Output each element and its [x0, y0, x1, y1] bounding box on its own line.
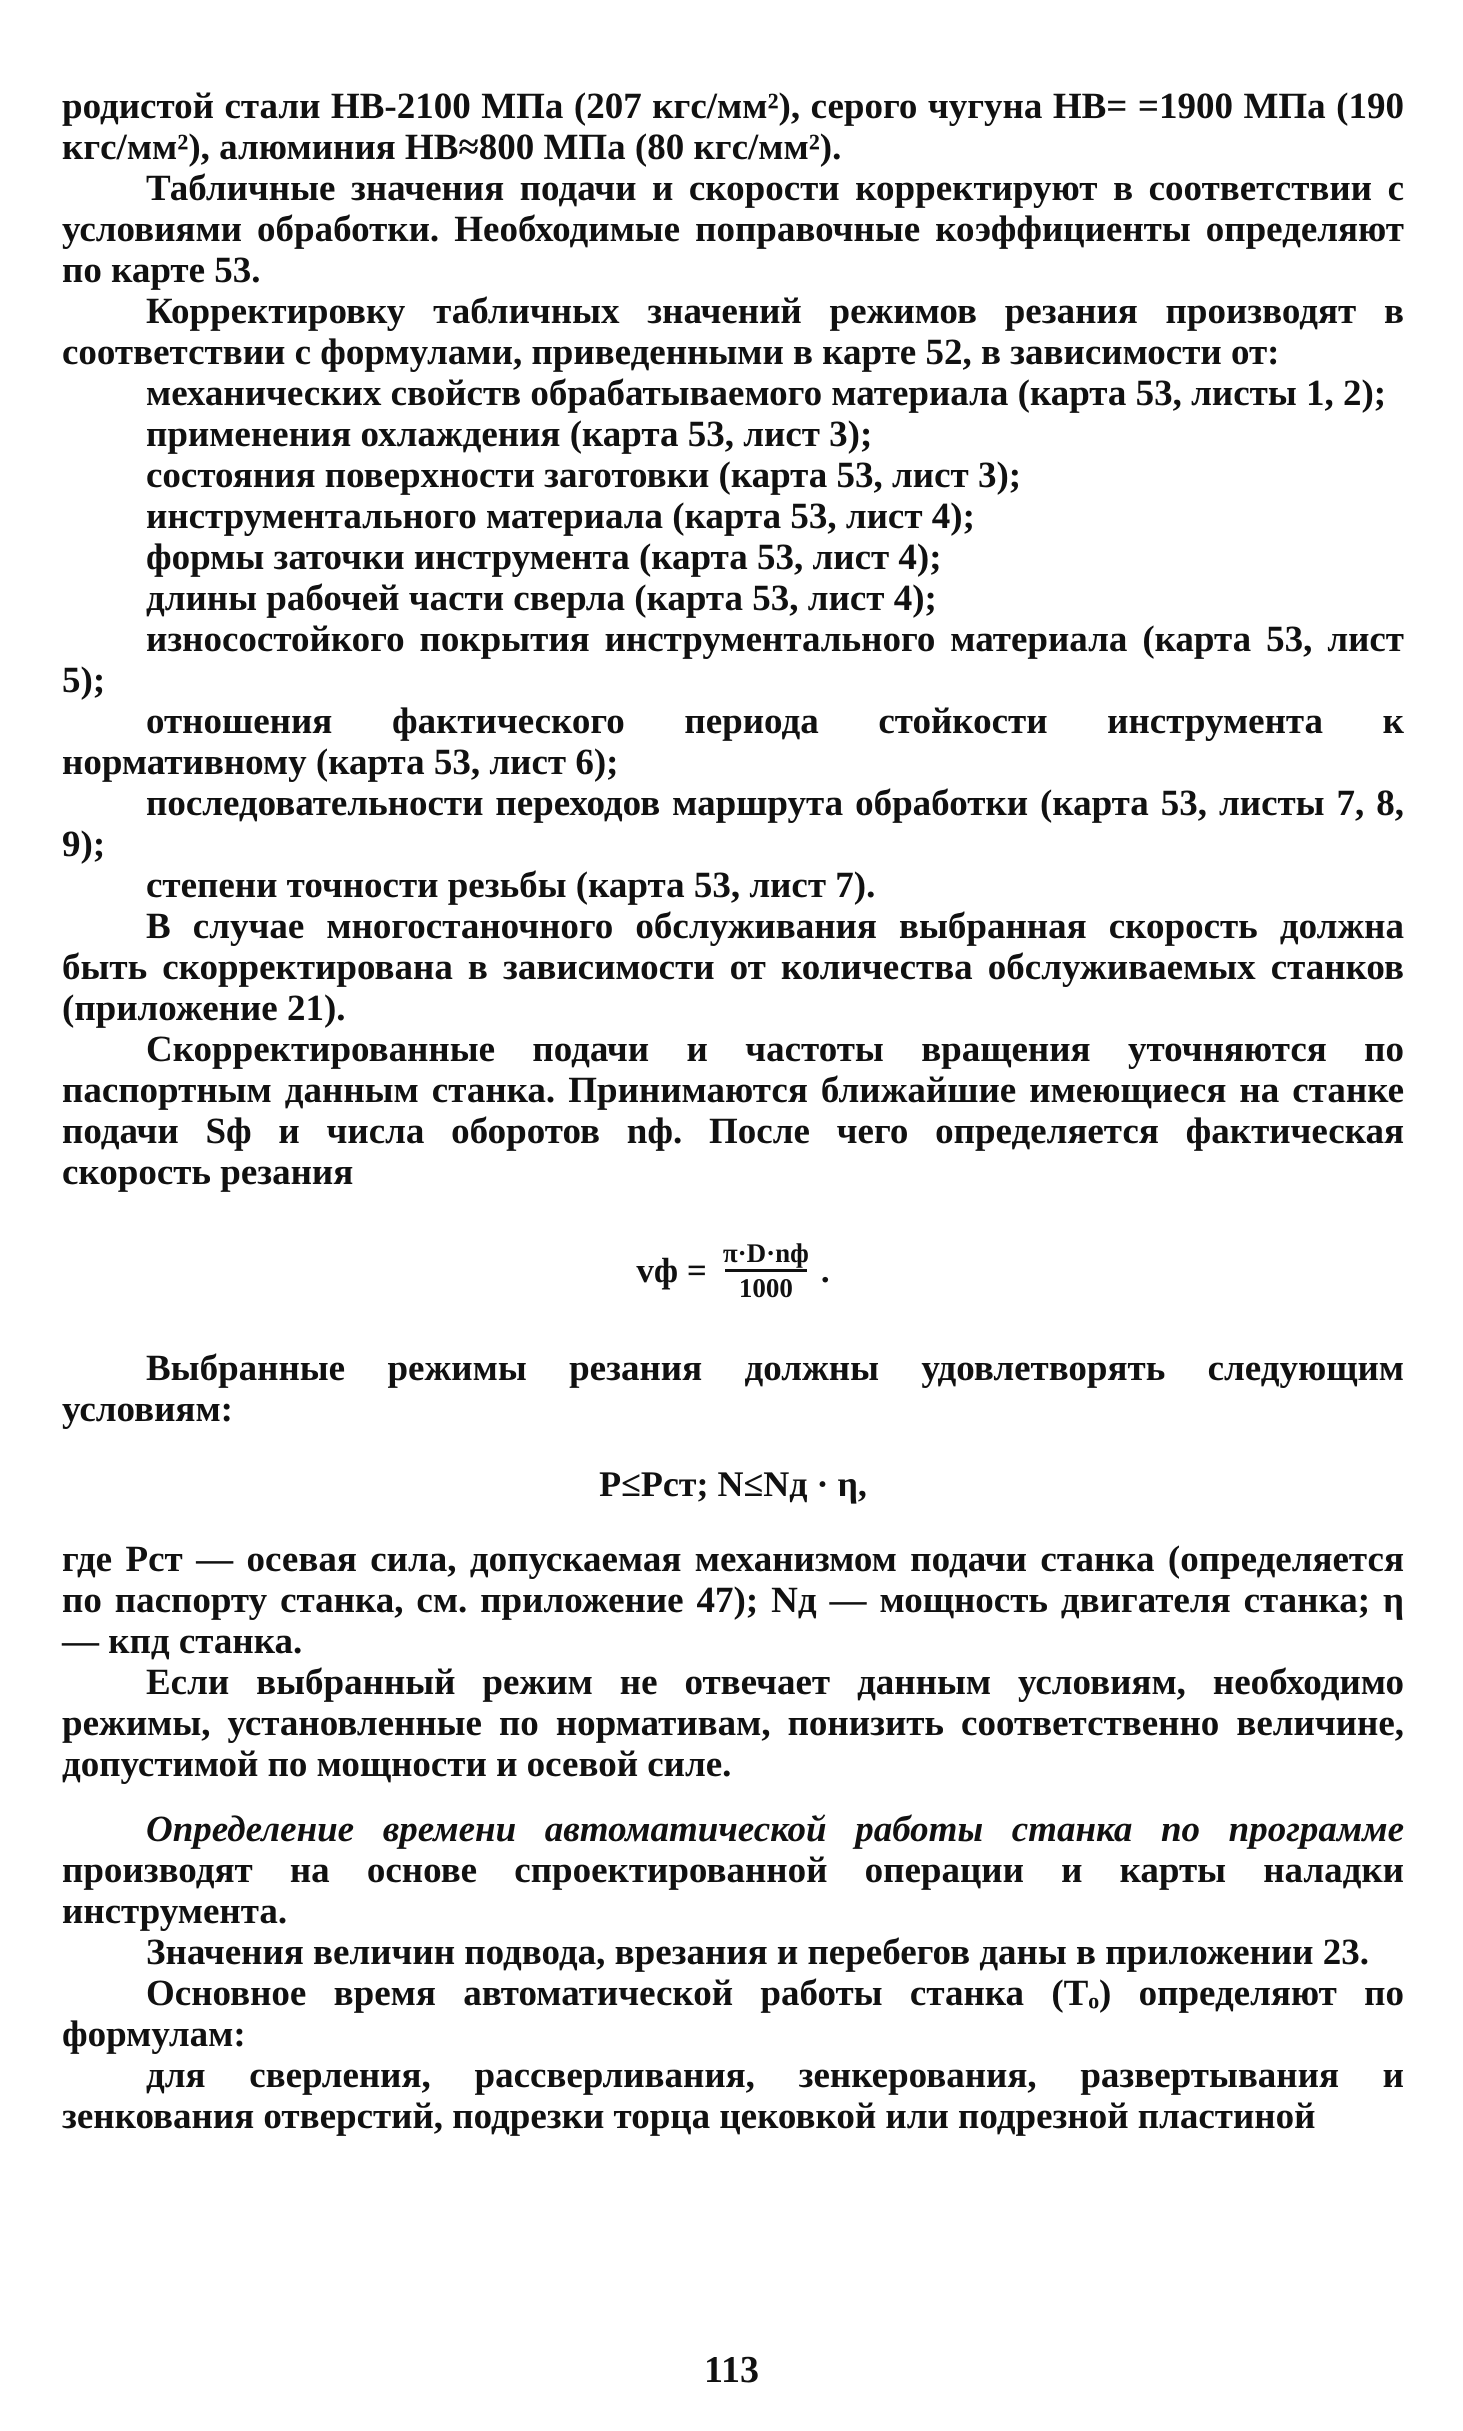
conditions-formula: P≤Pст; N≤Nд · η, — [599, 1464, 867, 1504]
paragraph-approach-values: Значения величин подвода, врезания и перебегов даны в приложении 23. — [146, 1932, 1370, 1973]
paragraph-base-time: Основное время автоматической работы станка (Tₒ) определяют по формулам: — [62, 1973, 1404, 2055]
paragraph-correction: Табличные значения подачи и скорости корректируют в соответствии с условиями обработки. Необходимые поправочные коэффициенты определяют по карте 53. — [62, 168, 1404, 291]
formula-lhs: vф = — [636, 1251, 707, 1290]
section-gap — [62, 1785, 1404, 1809]
paragraph-conditions: Выбранные режимы резания должны удовлетворять следующим условиям: — [62, 1348, 1404, 1430]
paragraph-multi-machine: В случае многостаночного обслуживания выбранная скорость должна быть скорректирована в зависимости от количества обслуживаемых станков (приложение 21). — [62, 906, 1404, 1029]
list-item: степени точности резьбы (карта 53, лист 7). — [146, 865, 876, 906]
list-item: износостойкого покрытия инструментального материала (карта 53, лист 5); — [62, 619, 1404, 701]
page-number: 113 — [704, 2349, 759, 2391]
paragraph-adjustment-intro: Корректировку табличных значений режимов резания производят в соответствии с формулами, приведенными в карте 52, в зависимости от: — [62, 291, 1404, 373]
paragraph-drilling: для сверления, рассверливания, зенкерования, развертывания и зенкования отверстий, подрезки торца цековкой или подрезной пластиной — [62, 2055, 1404, 2137]
section-heading-italic: Определение времени автоматической работы станка по программе — [146, 1809, 1404, 1850]
paragraph-where: где Pст — осевая сила, допускаемая механизмом подачи станка (определяется по паспорту станка, см. приложение 47); Nд — мощность двигателя станка; η — кпд станка. — [62, 1539, 1404, 1662]
formula-numerator: π·D·nф — [722, 1238, 809, 1268]
paragraph-reduce: Если выбранный режим не отвечает данным условиям, необходимо режимы, установленные по нормативам, понизить соответственно величине, допустимой по мощности и осевой силе. — [62, 1662, 1404, 1785]
formula-denominator: 1000 — [725, 1269, 807, 1304]
list-item: последовательности переходов маршрута обработки (карта 53, листы 7, 8, 9); — [62, 783, 1404, 865]
speed-formula — [62, 1237, 1404, 1304]
list-item: длины рабочей части сверла (карта 53, лист 4); — [146, 578, 937, 619]
page-body — [62, 86, 1404, 2137]
paragraph-continuation: родистой стали НВ-2100 МПа (207 кгс/мм²), серого чугуна НВ= =1900 МПа (190 кгс/мм²), алюминия НВ≈800 МПа (80 кгс/мм²). — [62, 86, 1404, 168]
list-item: механических свойств обрабатываемого материала (карта 53, листы 1, 2); — [146, 373, 1387, 414]
list-item: применения охлаждения (карта 53, лист 3); — [146, 414, 873, 455]
list-item: инструментального материала (карта 53, лист 4); — [146, 496, 975, 537]
list-item: формы заточки инструмента (карта 53, лист 4); — [146, 537, 942, 578]
formula-end: . — [820, 1251, 830, 1290]
paragraph-auto-time-rest: производят на основе спроектированной операции и карты наладки инструмента. — [62, 1850, 1404, 1932]
paragraph-auto-time — [62, 1809, 1404, 1932]
list-item: состояния поверхности заготовки (карта 53, лист 3); — [146, 455, 1022, 496]
list-item: отношения фактического периода стойкости инструмента к нормативному (карта 53, лист 6); — [62, 701, 1404, 783]
formula-fraction — [717, 1237, 815, 1304]
paragraph-passport-data: Скорректированные подачи и частоты вращения уточняются по паспортным данным станка. Принимаются ближайшие имеющиеся на станке подачи Sф и числа оборотов nф. После чего определяется фактическая скорость резания — [62, 1029, 1404, 1193]
